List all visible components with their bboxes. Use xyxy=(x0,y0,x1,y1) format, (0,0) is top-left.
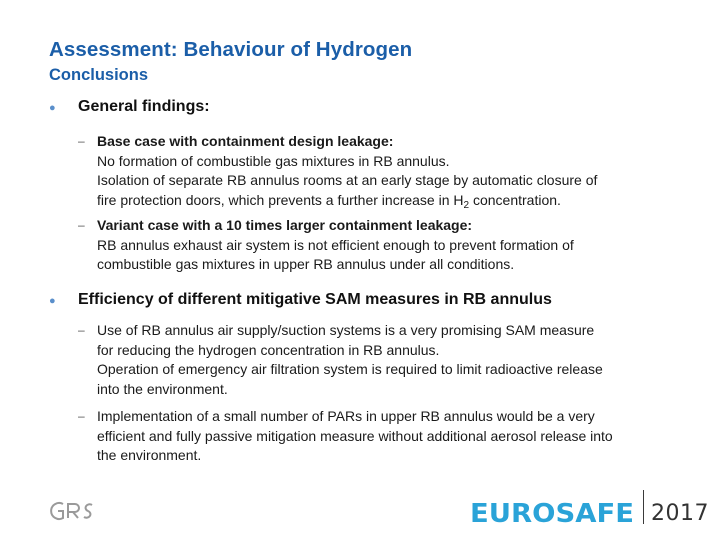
sub-bullet-line: fire protection doors, which prevents a further increase in $H_2$ concentration. xyxy=(97,191,561,211)
grs-logo-text: GRS xyxy=(48,498,51,499)
dash-icon: – xyxy=(78,218,85,232)
sub-bullet-line: No formation of combustible gas mixtures in RB annulus. xyxy=(97,152,450,169)
sub-bullet-line: for reducing the hydrogen concentration in RB annulus. xyxy=(97,341,440,358)
bullet-heading: General findings: xyxy=(78,98,210,115)
sub-bullet-pars xyxy=(78,407,678,466)
grs-logo xyxy=(48,498,100,524)
dash-icon: – xyxy=(78,409,85,423)
sub-bullet-line: RB annulus exhaust air system is not efficient enough to prevent formation of xyxy=(97,236,574,253)
sub-bullet-heading: Base case with containment design leakage: xyxy=(97,133,394,149)
slide-title: Assessment: Behaviour of Hydrogen xyxy=(49,38,413,61)
eurosafe-logo xyxy=(470,497,638,527)
footer-divider xyxy=(643,490,644,524)
sub-bullet-line: efficient and fully passive mitigation measure without additional aerosol release into xyxy=(97,427,613,444)
sub-bullet-line: Use of RB annulus air supply/suction systems is a very promising SAM measure xyxy=(97,322,595,338)
footer-year: 2017 xyxy=(651,501,709,526)
bullet-sam-measures xyxy=(49,291,552,309)
sub-bullet-line: Implementation of a small number of PARs in upper RB annulus would be a very xyxy=(97,408,595,424)
dash-icon: – xyxy=(78,134,85,148)
bullet-heading: Efficiency of different mitigative SAM measures in RB annulus xyxy=(78,291,552,308)
sub-bullet-line: into the environment. xyxy=(97,380,228,397)
bullet-general-findings xyxy=(49,98,210,116)
h2-subscript: 2 xyxy=(463,199,470,211)
slide-subtitle: Conclusions xyxy=(49,66,149,84)
sub-bullet-line: Isolation of separate RB annulus rooms at an early stage by automatic closure of xyxy=(97,172,598,188)
eurosafe-logo-text: EUROSAFE xyxy=(470,499,634,527)
sub-bullet-variant-case xyxy=(78,216,678,275)
sub-bullet-line: combustible gas mixtures in upper RB annulus under all conditions. xyxy=(97,256,515,272)
sub-bullet-base-case xyxy=(78,132,678,210)
bullet-dot-icon: ● xyxy=(49,295,56,307)
dash-icon: – xyxy=(78,323,85,337)
sub-bullet-heading: Variant case with a 10 times larger containment leakage: xyxy=(97,217,473,233)
sub-bullet-air-supply xyxy=(78,321,678,399)
sub-bullet-line: Operation of emergency air filtration system is required to limit radioactive release xyxy=(97,361,603,377)
bullet-dot-icon: ● xyxy=(49,102,56,114)
sub-bullet-line: the environment. xyxy=(97,447,202,463)
